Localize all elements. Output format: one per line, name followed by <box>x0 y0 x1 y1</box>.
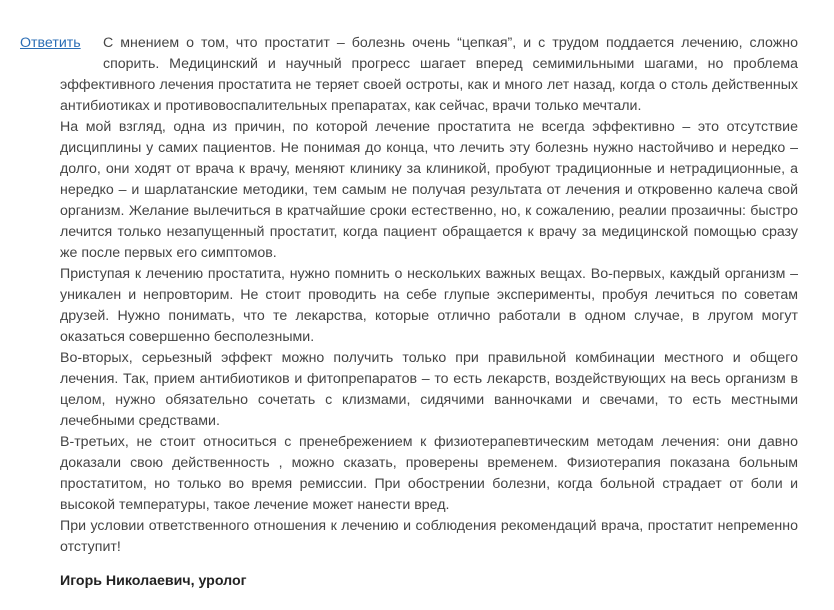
comment-paragraph-5: В-третьих, не стоит относиться с пренебрежением к физиотерапевтическим методам лечения: они давно доказали свою действенность , можно сказать, проверены временем. Физиотерапия показана больным простатитом, но только во время ремиссии. При обострении болезни, когда больной страдает от боли и высокой температуры, такое лечение может нанести вред. <box>60 434 798 513</box>
comment-paragraph-2: На мой взгляд, одна из причин, по которой лечение простатита не всегда эффективно – это отсутствие дисциплины у самих пациентов. Не понимая до конца, что лечить эту болезнь нужно настойчиво и нередко – долго, они ходят от врача к врачу, меняют клинику за клиникой, пробуют традиционные и нетрадиционные, а нередко – и шарлатанские методики, тем самым не получая результата от лечения и откровенно калеча свой организм. Желание вылечиться в кратчайшие сроки естественно, но, к сожалению, реалии прозаичны: быстро лечится только незапущенный простатит, когда пациент обращается к врачу за медицинской помощью сразу же после первых его симптомов. <box>60 119 798 261</box>
comment-paragraph-1: С мнением о том, что простатит – болезнь очень “цепкая”, и с трудом поддается лечению, сложно спорить. Медицинский и научный прогресс шагает вперед семимильными шагами, но проблема эффективного лечения простатита не теряет своей остроты, как и много лет назад, когда о столь действенных антибиотиках и противовоспалительных препаратах, как сейчас, врачи только мечтали. <box>60 35 798 114</box>
reply-link[interactable]: Ответить <box>20 35 81 51</box>
comment-paragraph-3: Приступая к лечению простатита, нужно помнить о нескольких важных вещах. Во-первых, каждый организм – уникален и непровторим. Не стоит проводить на себе глупые эксперименты, пробуя лечиться по советам друзей. Нужно понимать, что те лекарства, которые отлично работали в одном случае, в лругом могут оказаться совершенно бесполезными. <box>60 266 798 345</box>
comment-signature: Игорь Николаевич, уролог <box>60 573 247 589</box>
comment-paragraph-4: Во-вторых, серьезный эффект можно получить только при правильной комбинации местного и общего лечения. Так, прием антибиотиков и фитопрепаратов – то есть лекарств, воздействующих на весь организм в целом, нужно обязательно сочетать с клизмами, сидячими ванночками и свечами, то есть местными лечебными средствами. <box>60 350 798 429</box>
comment-paragraph-6: При условии ответственного отношения к лечению и соблюдения рекомендаций врача, простатит непременно отступит! <box>60 518 798 555</box>
comment-body <box>20 33 798 558</box>
reply-container <box>20 33 103 75</box>
